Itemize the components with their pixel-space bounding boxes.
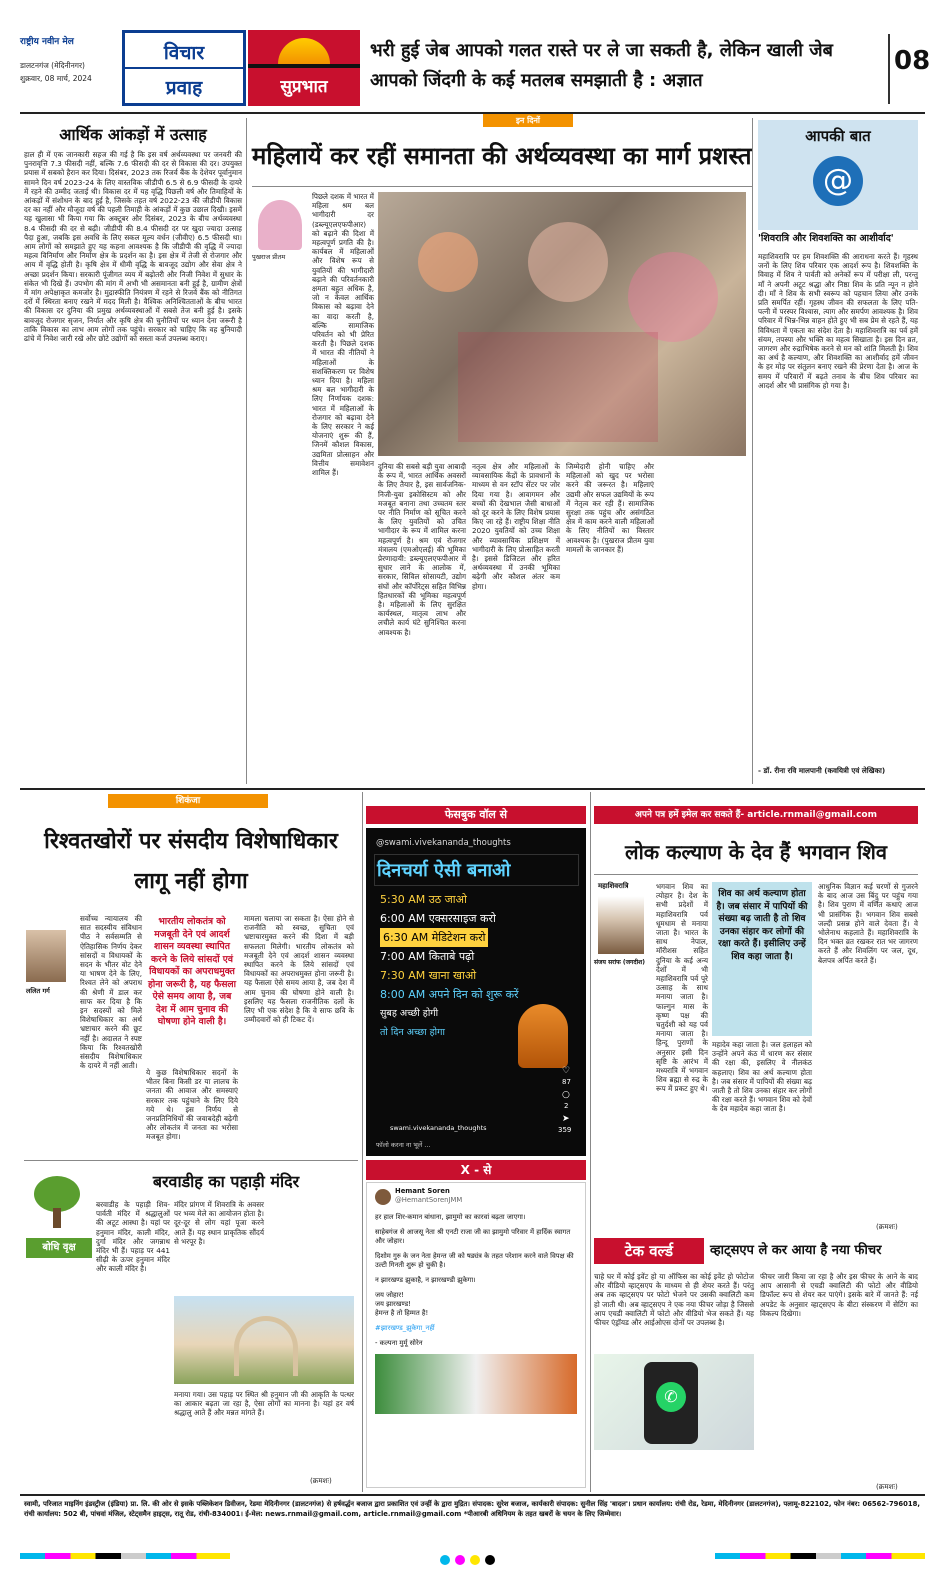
paper-name: राष्ट्रीय नवीन मेल — [20, 37, 74, 47]
feature-author: पुखराज प्रीतम — [252, 253, 286, 261]
masthead — [20, 30, 931, 108]
editorial-body: हाल ही में एक जानकारी सहज की गई है कि इस वर्ष अर्थव्यवस्था पर जनवरी की पुनरावृत्ति 7.3 फीसदी नहीं, बल्कि 7.6 फीसदी की दर से विकास की दर। उपयुक्त प्रयास में सबको हैरान कर दिया। दिसंबर, 2023 तक रिजर्व बैंक के देशेयर पूर्वानुमान सामने दिन वर्ष 2023-24 के लिए वास्तविक जीडीपी 6.5 से 6.9 फीसदी के दायरे में रहने की उम्मीद जताई थी। विकास दर में यह वृद्धि पिछली वर्ष और तिमाहियों के आंकड़ों में संशोधन के बाद हुई है, जिसके तहत वर्ष 2022-23 की जीडीपी विकास दर का नहीं और मौजूदा वर्ष की पहली तिमाही के आंकड़ों में कुछ उछाल दिखी। इसमें यह खुलासा भी किया गया कि अक्टूबर और दिसंबर, 2023 के बीच अर्थव्यवस्था 8.4 फीसदी की दर से बढ़ी। जीडीपी की 8.4 फीसदी दर पर खुदा ज्यादा उत्साह पैदा हुआ, जबकि इस अवधि के लिए सकल मूल्य वर्धन (जीवीए) 6.5 फीसदी था। आम लोगों को समझाते हुए यह कहना आवश्यक है कि जीडीपी की वृद्धि में ज्यादा महत्व विनिर्माण और निर्माण क्षेत्र के प्रदर्शन का है। इस क्षेत्र में तेजी से रोजगार और आय में वृद्धि होती है। कृषि क्षेत्र में धीमी वृद्धि के बावजूद उद्योग और सेवा क्षेत्र ने अच्छा प्रदर्शन किया। सरकारी पूंजीगत व्यय में बढ़ोतरी और निजी निवेश में सुधार के संकेत भी दिखे हैं। उपभोग की मांग में अभी भी असमानता बनी हुई है, ग्रामीण क्षेत्रों में मांग अपेक्षाकृत कमजोर है। मुद्रास्फीति नियंत्रण में रहने से रिजर्व बैंक को नीतिगत दरों में स्थिरता बनाए रखने में मदद मिली है। वैश्विक अनिश्चितताओं के बीच भारत की विकास दर दुनिया की प्रमुख अर्थव्यवस्थाओं में सबसे तेज बनी हुई है। इसके बावजूद रोजगार सृजन, निर्यात और कृषि क्षेत्र की चुनौतियों पर ध्यान देना जरूरी है ताकि विकास का लाभ आम लोगों तक पहुंचे। सरकार को चाहिए कि वह बुनियादी ढांचे में निवेश जारी रखे और छोटे उद्योगों को सस्ता कर्ज उपलब्ध कराए। — [24, 150, 242, 344]
shikanja-pullquote: भारतीय लोकतंत्र को मजबूती देने एवं आदर्श शासन व्यवस्था स्थापित करने के लिये सांसदों एवं विधायकों का अपराधमुक्त होना जरूरी है, यह फैसला ऐसे समय आया है, जब देश में आम चुनाव की घोषणा होने वाली है। — [147, 916, 237, 1027]
shikanja-col-1b — [26, 996, 142, 1156]
x-text-1: हर हाल शिर-कमान बांधाना, झामुमो का कारवां बढ़ता जाएगा। — [375, 1213, 526, 1221]
barwadih-col-3: मनाया गया। उस पहाड़ पर स्थित श्री हनुमान जी की आकृति के पत्थर का आकार बढ़ता जा रहा है, ऐसा लोगों का मानना है। यहां हर वर्ष श्रद्धालु आते हैं और मन्नत मांगते हैं। — [174, 1390, 354, 1418]
shiv-headline: लोक कल्याण के देव हैं भगवान शिव — [625, 840, 887, 864]
opinion-body: महाशिवरात्रि पर हम शिवशक्ति की आराधना करते हैं। गृहस्थ जनों के लिए शिव परिवार एक आदर्श रूप है। शिवशक्ति के विवाह में शिव ने पार्वती को अनेकों रूप में परीक्षा ली, परन्तु माँ ने अपनी अटूट श्रद्धा और निष्ठा शिव के प्रति न्यून न होने दी। माँ ने शिव के सभी स्वरूप को पहचान लिया और उनके प्रति समर्पित रहीं। गृहस्थ जीवन की सफलता के लिए पति-पत्नी में परस्पर विश्वास, त्याग और समर्पण आवश्यक है। शिव परिवार में भिन्न-भिन्न वाहन होते हुए भी सब प्रेम से रहते हैं, यह विविधता में एकता का संदेश देता है। महाशिवरात्रि का पर्व हमें संयम, तपस्या और भक्ति का महत्व सिखाता है। इस दिन व्रत, जागरण और रुद्राभिषेक करने से मन को शांति मिलती है। शिव का अर्थ है कल्याण, और शिवशक्ति का आशीर्वाद हमें जीवन के हर मोड़ पर संतुलन बनाए रखने की प्रेरणा देता है। आज के समय में परिवारों में बढ़ते तनाव के बीच शिव परिवार का आदर्श और भी प्रासंगिक हो गया है। — [758, 252, 918, 390]
x-name[interactable]: Hemant Soren — [395, 1187, 450, 1195]
shikanja-author: ललित गर्ग — [26, 987, 50, 995]
feature-col-1: पिछले दशक में भारत में महिला श्रम बल भागीदारी दर (डब्ल्यूएलएफपीआर) को बढ़ाने की दिशा में महत्वपूर्ण प्रगति की है। कार्यबल में महिलाओं और विशेष रूप से युवतियों की भागीदारी बढ़ाने की परिवर्तनकारी क्षमता बहुत अधिक है, जो न केवल आर्थिक विकास को बढ़ावा देने का वादा करती है, बल्कि सामाजिक परिवर्तन को भी प्रेरित करती है। पिछले दशक में भारत की नीतियों ने महिलाओं के सशक्तिकरण पर विशेष ध्यान दिया है। महिला श्रम बल भागीदारी के लिए निर्णायक दशक: भारत में महिलाओं के रोजगार को बढ़ावा देने के लिए सरकार ने कई योजनाएं शुरू की हैं, जिनमें कौशल विकास, उद्यमिता प्रोत्साहन और वित्तीय समावेशन शामिल हैं। — [312, 192, 374, 478]
editorial-title: आर्थिक आंकड़ों में उत्साह — [59, 125, 207, 144]
feature-col-1b — [252, 264, 374, 784]
comment-icon[interactable]: ○ — [562, 1090, 570, 1100]
techworld-col-1: चाहे घर में कोई इवेंट हो या ऑफिस का कोई इवेंट हो फोटोज और वीडियो व्हाट्सएप के माध्यम से ही शेयर करते हैं। परंतु अब तक व्हाट्सएप पर फोटो भेजने पर उसकी क्वालिटी कम हो जाती थी। अब व्हाट्सएप ने एक नया फीचर जोड़ा है जिससे आप एचडी क्वालिटी में फोटो और वीडियो भेज सकते हैं। यह फीचर एंड्रॉयड और आईओएस दोनों पर उपलब्ध है। — [594, 1272, 754, 1328]
sunrise-icon — [278, 38, 330, 64]
x-band: X - से — [366, 1160, 586, 1180]
share-count: 359 — [558, 1126, 572, 1134]
facebook-handle[interactable]: @swami.vivekananda_thoughts — [376, 838, 511, 848]
x-username[interactable]: @HemantSorenJMM — [395, 1196, 463, 1204]
x-text-4: न झारखण्ड झुकाहै, न झारखण्डी झुकेगा। — [375, 1276, 476, 1284]
registration-marks — [20, 1550, 925, 1562]
morning-logo — [248, 30, 360, 106]
shikanja-col-2: ये कुछ विशेषाधिकार सदनों के भीतर बिना किसी डर या लालच के जनता की आवाज और समस्याएं सरकार तक पहुंचाने के लिए दिये गये थे। इस निर्णय से जनप्रतिनिधियों की जवाबदेही बढ़ेगी और लोकतंत्र में जनता का भरोसा मजबूत होगा। — [146, 1068, 238, 1142]
vivekananda-portrait — [518, 1004, 568, 1068]
shiv-author-photo — [598, 896, 644, 954]
like-count: 87 — [562, 1078, 571, 1086]
follow-text: फॉलो करना ना भूलें ... — [376, 1141, 431, 1149]
barwadih-col-2: मंदिर प्रांगण में शिवरात्रि के अवसर पर भव्य मेले का आयोजन होता है। दूर-दूर से लोग यहां पूजा करने आते हैं। यह स्थान प्राकृतिक सौंदर्य से भरपूर है। — [174, 1200, 264, 1246]
shikanja-col-1: सर्वोच्च न्यायालय की सात सदस्यीय संविधान पीठ ने सर्वसम्मति से ऐतिहासिक निर्णय देकर सांसदों व विधायकों के सदन के भीतर वोट देने या भाषण देने के लिए, रिश्वत लेने को अपराध की श्रेणी में डाल कर साफ कर दिया है कि इन सदस्यों को मिले विशेषाधिकार का अर्थ भ्रष्टाचार करने की छूट नहीं है। अदालत ने स्पष्ट किया कि रिश्वतखोरी संसदीय विशेषाधिकार के दायरे में नहीं आती। — [80, 914, 142, 1071]
x-text-3: दिशोम गुरु के जन नेता हेमन्त जी को षड्यंत्र के तहत परेशान करने वाले विपक्ष की उल्टी गिनती शुरू हो चुकी है। — [375, 1252, 574, 1269]
facebook-band: फेसबुक वॉल से — [366, 806, 586, 824]
shiv-col-2: महादेव कहा जाता है। जल हलाहल को उन्होंने अपने कंठ में धारण कर संसार की रक्षा की, इसलिए वे नीलकंठ कहलाए। शिव का अर्थ कल्याण होता है। जब संसार में पापियों की संख्या बढ़ जाती है तो शिव उनका संहार कर लोगों की रक्षा करते हैं। भगवान शिव को देवों के देव महादेव कहा जाता है। — [712, 1040, 812, 1114]
facebook-post-title: दिनचर्या ऐसी बनाओ — [374, 854, 579, 886]
opinion-header — [758, 120, 918, 230]
masthead-quote: भरी हुई जेब आपको गलत रास्ते पर ले जा सकती है, लेकिन खाली जेब आपको जिंदगी के कई मतलब समझाती है : अज्ञात — [370, 40, 833, 91]
shiv-kicker: महाशिवरात्रि — [598, 882, 629, 890]
section-box — [122, 30, 246, 106]
paper-logo — [20, 34, 120, 100]
shiv-credit: (क्रमशः) — [876, 1222, 898, 1231]
shikanja-author-photo — [26, 930, 66, 982]
schedule-item: 6:00 AM एक्सरसाइज करो — [380, 912, 496, 925]
schedule-item: 5:30 AM उठ जाओ — [380, 893, 467, 906]
shiv-quote: शिव का अर्थ कल्याण होता है। जब संसार में पापियों की संख्या बढ़ जाती है तो शिव उनका संहार कर लोगों की रक्षा करते हैं। इसीलिए उन्हें शिव कहा जाता है। — [712, 882, 812, 1036]
feature-headline: महिलायें कर रहीं समानता की अर्थव्यवस्था का मार्ग प्रशस्त — [252, 142, 752, 170]
shiv-col-3: आधुनिक विज्ञान कई चरणों से गुजरने के बाद आज उस बिंदु पर पहुंच गया है। शिव पुराण में वर्णित कथाएं आज भी प्रासंगिक हैं। भगवान शिव सबसे जल्दी प्रसन्न होने वाले देवता हैं। वे भोलेनाथ कहलाते हैं। महाशिवरात्रि के दिन भक्त व्रत रखकर रात भर जागरण करते हैं और शिवलिंग पर जल, दूध, बेलपत्र अर्पित करते हैं। — [818, 882, 918, 965]
techworld-band: टेक वर्ल्ड — [594, 1238, 704, 1264]
barwadih-headline: बरवाडीह का पहाड़ी मंदिर — [152, 1172, 300, 1191]
shiv-author: संजय सरांफ (जगदीश) — [594, 959, 645, 966]
whatsapp-phone-photo — [594, 1354, 754, 1450]
footer-handle[interactable]: swami.vivekananda_thoughts — [390, 1124, 487, 1132]
x-text-5: जय जोहार! जय झारखण्ड! हेमन्त है तो हिम्मत है! — [375, 1291, 429, 1317]
author-photo — [258, 200, 302, 250]
opinion-title: 'शिवरात्रि और शिवशक्ति का आशीर्वाद' — [758, 233, 894, 244]
x-sign: - कल्पना मुर्मू सोरेन — [375, 1339, 423, 1347]
shikanja-col-3: मामला चलाया जा सकता है। ऐसा होने से राजनीति को स्वच्छ, सुचिता एवं भ्रष्टाचारमुक्त करने की दिशा में बड़ी सफलता मिलेगी। भारतीय लोकतंत्र को मजबूती देने एवं आदर्श शासन व्यवस्था स्थापित करने के लिये सांसदों एवं विधायकों का अपराधमुक्त होना जरूरी है। यह फैसला ऐसे समय आया है, जब देश में आम चुनाव की घोषणा होने वाली है। इसलिए यह फैसला राजनीतिक दलों के लिए भी एक संदेश है कि वे साफ छवि के उम्मीदवारों को ही टिकट दें। — [244, 914, 354, 1025]
barwadih-col-1: बरवाडीह के पहाड़ी शिव-पार्वती मंदिर में श्रद्धालुओं की अटूट आस्था है। यहां पर हनुमान मंदिर, काली मंदिर, दुर्गा मंदिर और जगन्नाथ मंदिर भी हैं। पहाड़ पर 441 सीढ़ी के ऊपर हनुमान मंदिर और काली मंदिर है। — [96, 1200, 170, 1274]
feature-col-3: नतृत्व क्षेत्र और महिलाओं के व्यावसायिक केंद्रों के प्रावधानों के माध्यम से वन स्टॉप सेंटर पर जोर दिया गया है। आवागमन और बच्चों की देखभाल जैसी बाधाओं को दूर करने के लिए विशेष प्रयास किए जा रहे हैं। राष्ट्रीय शिक्षा नीति 2020 युवतियों को उच्च शिक्षा और व्यावसायिक प्रशिक्षण में भागीदारी के लिए प्रोत्साहित करती है। इससे डिजिटल और हरित अर्थव्यवस्था में उनकी भूमिका बढ़ेगी और कौशल अंतर कम होगा। — [472, 462, 560, 591]
women-march-photo — [378, 192, 746, 456]
x-photo — [375, 1354, 577, 1414]
section-top: विचार — [125, 33, 243, 69]
x-hashtag[interactable]: #झारखण्ड_झुकेगा_नहीं — [375, 1324, 435, 1332]
shiv-col-1: भगवान शिव का त्योहार है। देश के सभी प्रदेशों में महाशिवरात्रि पर्व धूमधाम से मनाया जाता है। भारत के साथ नेपाल, मॉरीशस सहित दुनिया के कई अन्य देशों में भी महाशिवरात्रि पर्व पूरे उत्साह के साथ मनाया जाता है। फाल्गुन मास के कृष्ण पक्ष की चतुर्दशी को यह पर्व मनाया जाता है। हिन्दू पुराणों के अनुसार इसी दिन सृष्टि के आरंभ में मध्यरात्रि में भगवान शिव ब्रह्मा से रुद्र के रूप में प्रकट हुए थे। — [656, 882, 708, 1094]
shiv-col-1b — [594, 972, 708, 1220]
share-icon[interactable]: ➤ — [562, 1114, 570, 1124]
x-post[interactable] — [366, 1182, 586, 1488]
mail-icon: @ — [813, 156, 863, 206]
comment-count: 2 — [564, 1102, 569, 1110]
schedule-item: 7:00 AM किताबे पढ़ो — [380, 950, 475, 963]
like-icon[interactable]: ♡ — [562, 1066, 571, 1076]
footer-imprint: स्वामी, परिजात माइनिंग इंडस्ट्रीज (इंडिया) प्रा. लि. की ओर से इसके पब्लिकेशन डिवीजन, रेडमा मेदिनीनगर (डालटनगंज) से हर्षवर्द्धन बजाज द्वारा प्रकाशित एवं उन्हीं के द्वारा मुद्रित। संपादक: सुरेश बजाज, कार्यकारी संपादक: सुनील सिंह 'बादल'। प्रधान कार्यालय: रांची रोड, रेडमा, मेदिनीनगर (डालटनगंज), पलामू-822102, फोन नंबर: 06562-796018, रांची कार्यालय: 502 बी, पांचवां मंजिल, स्टेट्समैन हाइट्स, रातू रोड, रांची-834001। ई-मेल: news.rnmail@gmail.com, article.rnmail@gmail.com *पीआरबी अधिनियम के तहत खबरों के चयन के लिए जिम्मेवार। — [24, 1500, 920, 1518]
barwadih-credit: (क्रमशः) — [310, 1476, 332, 1485]
page-number: 08 — [894, 46, 931, 76]
schedule-item: 7:30 AM खाना खाओ — [380, 969, 477, 982]
tree-illustration — [26, 1176, 86, 1236]
contact-bar: अपने पत्र हमें इमेल कर सकते हैं- article.rnmail@gmail.com — [594, 806, 918, 824]
techworld-headline: व्हाट्सएप ले कर आया है नया फीचर — [710, 1243, 882, 1258]
x-avatar — [375, 1189, 391, 1205]
barwadih-badge: बोधि वृक्ष — [26, 1238, 92, 1258]
feature-col-2: दुनिया की सबसे बड़ी युवा आबादी के रूप में, भारत आर्थिक अवसरों के लिए तैयार है, इस सार्वजनिक-निजी-युवा इकोसिस्टम को और मजबूत बनाना तथा उच्चतम स्तर पर नीति निर्माण को सूचित करने के लिए युवतियों को उचित भागीदार के रूप में शामिल करना महत्वपूर्ण है। श्रम एवं रोजगार मंत्रालय (एमओएलई) की भूमिका प्रेरणादायी: डब्ल्यूएलएफपीआर में सुधार लाने के आलोक में, सरकार, सिविल सोसायटी, उद्योग संघों और कॉर्पोरेट्स सहित विभिन्न हितधारकों की भूमिका महत्वपूर्ण है। महिलाओं के लिए सुरक्षित कार्यस्थल, मातृत्व लाभ और लचीले कार्य घंटे सुनिश्चित करना आवश्यक है। — [378, 462, 466, 637]
morning-label: सुप्रभात — [280, 77, 328, 97]
shikanja-headline: रिश्वतखोरों पर संसदीय विशेषाधिकार लागू नहीं होगा — [44, 829, 338, 894]
opinion-section: आपकी बात — [805, 127, 871, 145]
barwadih-col-1b — [26, 1264, 166, 1486]
closing-line-1: सुबह अच्छी होगी — [380, 1008, 439, 1019]
techworld-credit: (क्रमशः) — [876, 1482, 898, 1491]
techworld-col-1b — [594, 1454, 754, 1490]
paper-city: डालटनगंज (मेदिनीनगर) — [20, 61, 85, 70]
temple-photo — [174, 1296, 354, 1384]
shikanja-tag: शिकंजा — [108, 794, 268, 808]
feature-tag: इन दिनों — [483, 114, 573, 127]
section-bottom: प्रवाह — [165, 77, 203, 99]
facebook-post[interactable] — [366, 828, 586, 1156]
paper-date: शुक्रवार, 08 मार्च, 2024 — [20, 74, 92, 83]
closing-line-2: तो दिन अच्छा होगा — [380, 1027, 445, 1038]
schedule-item: 6:30 AM मेडिटेशन करो — [380, 928, 488, 947]
schedule-item: 8:00 AM अपने दिन को शुरू करें — [380, 988, 519, 1001]
x-text-2: साहेबगंज से आजसू नेता श्री एनटी राजा जी का झामुमो परिवार में हार्दिक स्वागत और जोहार। — [375, 1228, 571, 1245]
opinion-signature: - डॉ. रीना रवि मालपानी (कवयित्री एवं लेखिका) — [758, 766, 886, 775]
whatsapp-icon: ✆ — [656, 1382, 686, 1412]
feature-col-5 — [660, 462, 746, 782]
techworld-col-2: फीचर जारी किया जा रहा है और इस फीचर के आने के बाद आप आसानी से एचडी क्वालिटी की फोटो और वीडियो डिफॉल्ट रूप से शेयर कर पाएंगे। इसके बारे में जानते हैं: नई अपडेट के अनुसार व्हाट्सएप के बीटा संस्करण में सेटिंग का विकल्प दिखेगा। — [760, 1272, 918, 1318]
feature-col-4: जिम्मेदारी होनी चाहिए और महिलाओं को खुद पर भरोसा करने की जरूरत है। महिलाएं उद्यमी और सफल उद्यमियों के रूप में नेतृत्व कर रही हैं। सामाजिक सुरक्षा तक पहुंच और असंगठित क्षेत्र में काम करने वाली महिलाओं के लिए नीतियों का विस्तार आवश्यक है। (पुखराज प्रीतम युवा मामलों के जानकार हैं) — [566, 462, 654, 554]
editorial — [24, 120, 242, 784]
